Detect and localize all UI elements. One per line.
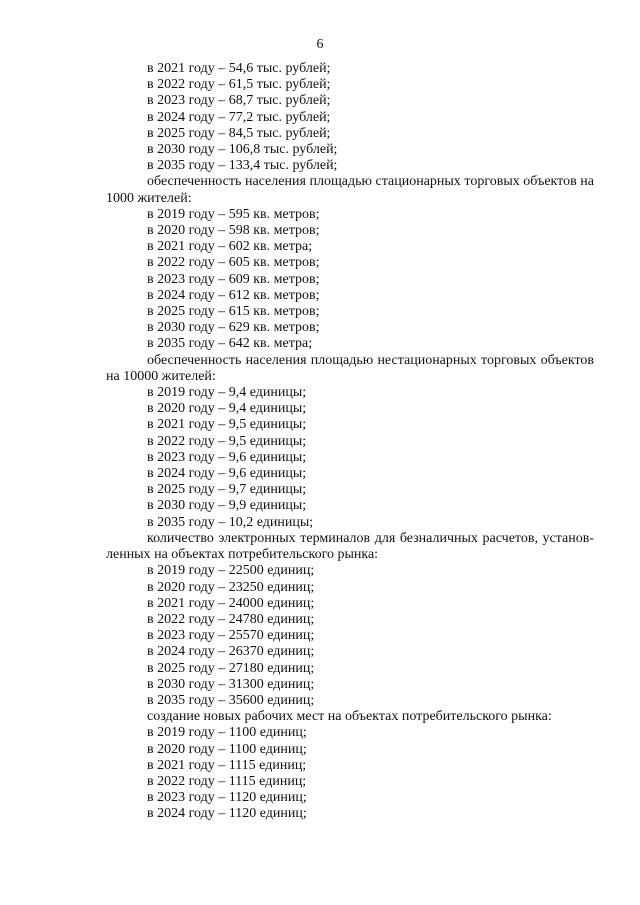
list-item: в 2019 году – 1100 единиц; [147,725,307,741]
list-item: в 2023 году – 609 кв. метров; [147,271,320,287]
list-item: в 2035 году – 133,4 тыс. рублей; [147,158,338,174]
list-item: в 2030 году – 106,8 тыс. рублей; [147,142,338,158]
list-item: в 2022 году – 1115 единиц; [147,773,307,789]
list-item: в 2020 году – 1100 единиц; [147,741,307,757]
list-item: в 2022 году – 61,5 тыс. рублей; [147,77,331,93]
list-item: в 2020 году – 23250 единиц; [147,579,315,595]
list-item: в 2024 году – 77,2 тыс. рублей; [147,109,331,125]
list-item: в 2030 году – 629 кв. метров; [147,320,320,336]
list-item: в 2025 году – 615 кв. метров; [147,304,320,320]
list-item: в 2035 году – 642 кв. метра; [147,336,313,352]
document-body [106,61,594,823]
list-item: в 2025 году – 84,5 тыс. рублей; [147,125,331,141]
list-item: в 2021 году – 602 кв. метра; [147,239,313,255]
list-item: в 2023 году – 68,7 тыс. рублей; [147,93,331,109]
list-item: в 2021 году – 1115 единиц; [147,757,307,773]
list-item: в 2019 году – 595 кв. метров; [147,206,320,222]
list-item: в 2021 году – 9,5 единицы; [147,417,307,433]
list-item: в 2024 году – 26370 единиц; [147,644,315,660]
list-item: в 2022 году – 24780 единиц; [147,611,315,627]
list-item: в 2024 году – 1120 единиц; [147,806,307,822]
list-item: в 2024 году – 9,6 единицы; [147,466,307,482]
list-item: в 2035 году – 10,2 единицы; [147,514,314,530]
list-item: в 2019 году – 22500 единиц; [147,563,315,579]
list-item: в 2019 году – 9,4 единицы; [147,385,307,401]
page-number: 6 [316,37,324,52]
list-item: в 2021 году – 24000 единиц; [147,595,315,611]
list-item: в 2023 году – 9,6 единицы; [147,449,307,465]
list-item: в 2030 году – 31300 единиц; [147,676,315,692]
list-item: в 2023 году – 1120 единиц; [147,790,307,806]
list-item: в 2025 году – 27180 единиц; [147,660,315,676]
section-heading-payment-terminals: количество электронных терминалов для безналичных расчетов, установ-ленных на объектах потребительского рынка: [106,530,594,563]
list-item: в 2020 году – 598 кв. метров; [147,223,320,239]
list-item: в 2030 году – 9,9 единицы; [147,498,307,514]
list-item: в 2023 году – 25570 единиц; [147,628,315,644]
list-item: в 2021 году – 54,6 тыс. рублей; [147,61,331,76]
list-item: в 2022 году – 605 кв. метров; [147,255,320,271]
list-item: в 2024 году – 612 кв. метров; [147,287,320,303]
list-item: в 2022 году – 9,5 единицы; [147,433,307,449]
section-heading-new-jobs: создание новых рабочих мест на объектах потребительского рынка: [147,709,552,725]
section-heading-nonstationary-area: обеспеченность населения площадью нестационарных торговых объектов на 10000 жителей: [106,352,594,384]
list-item: в 2035 году – 35600 единиц; [147,692,315,708]
list-item: в 2025 году – 9,7 единицы; [147,482,307,498]
section-heading-stationary-area: обеспеченность населения площадью стационарных торговых объектов на 1000 жителей: [106,174,594,206]
list-item: в 2020 году – 9,4 единицы; [147,401,307,417]
